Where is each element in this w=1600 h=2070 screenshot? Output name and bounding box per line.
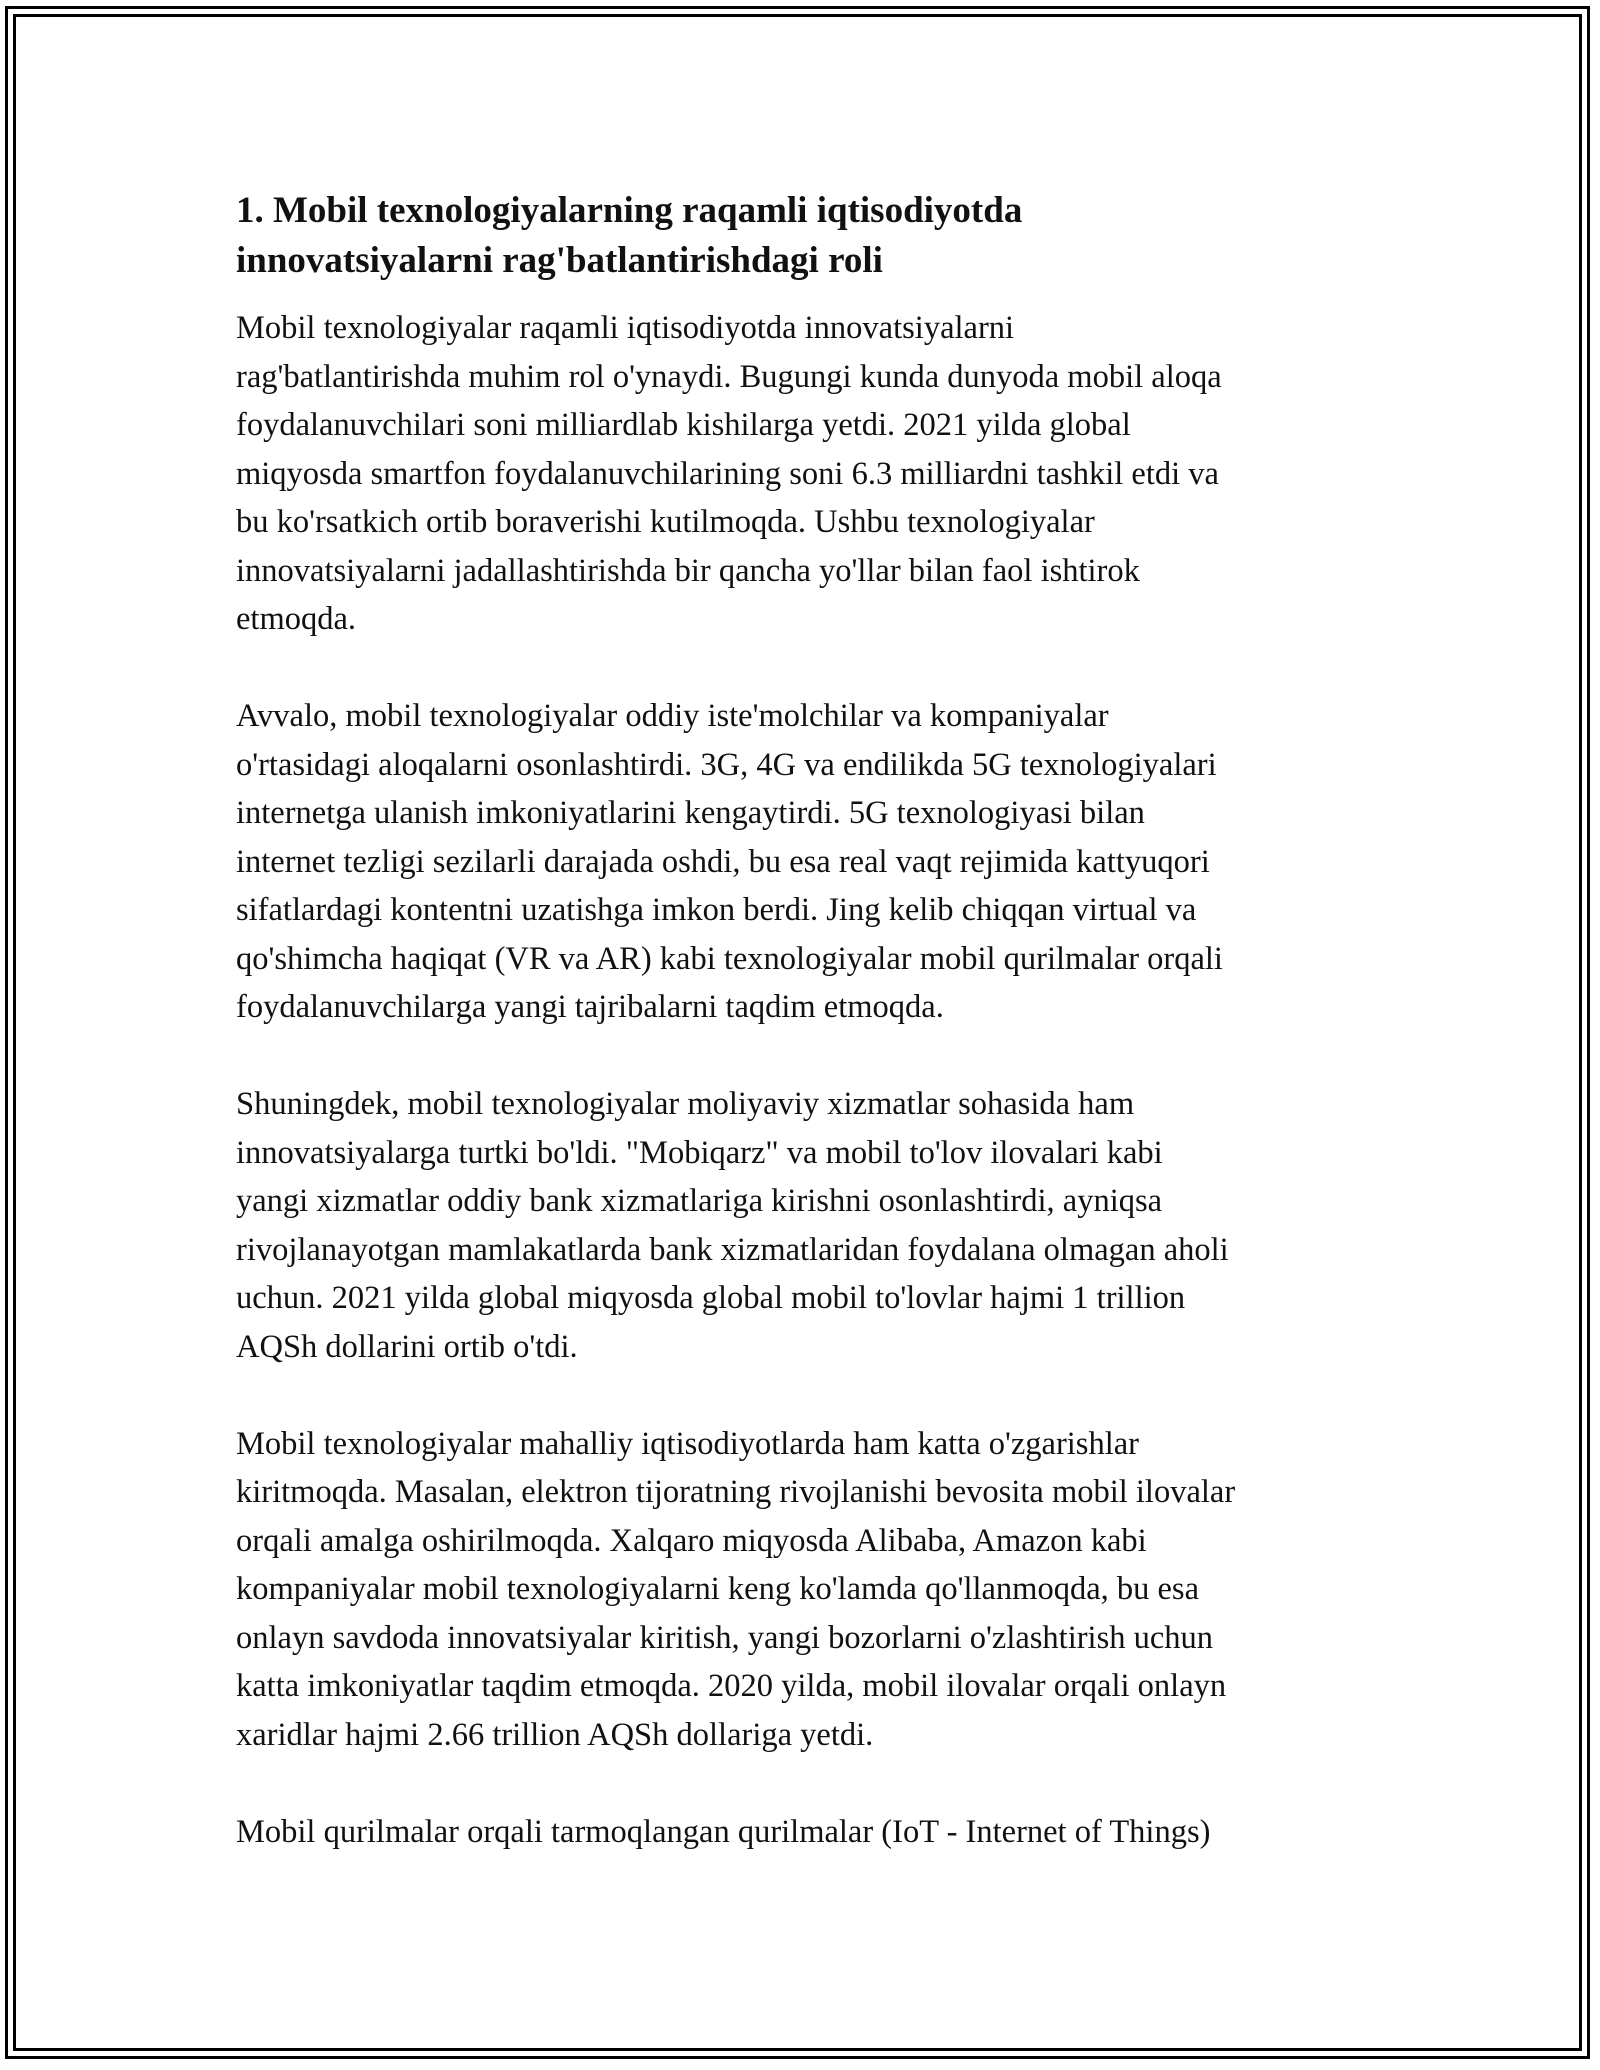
text-line: onlayn savdoda innovatsiyalar kiritish, yangi bozorlarni o'zlashtirish uchun	[236, 1619, 1214, 1656]
text-line: internet tezligi sezilarli darajada oshdi, bu esa real vaqt rejimida kattyuqori	[236, 843, 1210, 880]
text-line: rag'batlantirishda muhim rol o'ynaydi. Bugungi kunda dunyoda mobil aloqa	[236, 358, 1222, 395]
text-line: kompaniyalar mobil texnologiyalarni keng ko'lamda qo'llanmoqda, bu esa	[236, 1571, 1200, 1607]
paragraph-1	[236, 304, 1376, 644]
heading-line: innovatsiyalarni rag'batlantirishdagi roli	[236, 240, 883, 281]
text-line: rivojlanayotgan mamlakatlarda bank xizmatlaridan foydalana olmagan aholi	[236, 1231, 1229, 1268]
text-line: innovatsiyalarni jadallashtirishda bir qancha yo'llar bilan faol ishtirok	[236, 552, 1140, 589]
text-line: katta imkoniyatlar taqdim etmoqda. 2020 yilda, mobil ilovalar orqali onlayn	[236, 1668, 1227, 1704]
text-line: foydalanuvchilari soni milliardlab kishilarga yetdi. 2021 yilda global	[236, 407, 1131, 443]
paragraph-3	[236, 1080, 1376, 1371]
document-body	[236, 186, 1376, 1905]
text-line: yangi xizmatlar oddiy bank xizmatlariga kirishni osonlashtirdi, ayniqsa	[236, 1183, 1163, 1219]
text-line: internetga ulanish imkoniyatlarini kengaytirdi. 5G texnologiyasi bilan	[236, 795, 1145, 831]
heading-line: 1. Mobil texnologiyalarning raqamli iqtisodiyotda	[236, 190, 1023, 231]
section-heading	[236, 186, 1376, 286]
text-line: xaridlar hajmi 2.66 trillion AQSh dollariga yetdi.	[236, 1716, 874, 1753]
text-line: Shuningdek, mobil texnologiyalar moliyaviy xizmatlar sohasida ham	[236, 1086, 1135, 1122]
text-line: AQSh dollarini ortib o'tdi.	[236, 1328, 578, 1365]
paragraph-2	[236, 692, 1376, 1032]
text-line: etmoqda.	[236, 601, 357, 637]
text-line: Mobil texnologiyalar mahalliy iqtisodiyotlarda ham katta o'zgarishlar	[236, 1425, 1139, 1462]
text-line: orqali amalga oshirilmoqda. Xalqaro miqyosda Alibaba, Amazon kabi	[236, 1522, 1147, 1559]
text-line: innovatsiyalarga turtki bo'ldi. "Mobiqarz" va mobil to'lov ilovalari kabi	[236, 1134, 1163, 1171]
text-line: Mobil qurilmalar orqali tarmoqlangan qurilmalar (IoT - Internet of Things)	[236, 1813, 1211, 1850]
text-line: Mobil texnologiyalar raqamli iqtisodiyotda innovatsiyalarni	[236, 310, 1015, 346]
paragraph-4	[236, 1420, 1376, 1760]
text-line: qo'shimcha haqiqat (VR va AR) kabi texnologiyalar mobil qurilmalar orqali	[236, 940, 1223, 977]
text-line: Avvalo, mobil texnologiyalar oddiy iste'molchilar va kompaniyalar	[236, 698, 1109, 734]
text-line: uchun. 2021 yilda global miqyosda global mobil to'lovlar hajmi 1 trillion	[236, 1280, 1186, 1316]
text-line: o'rtasidagi aloqalarni osonlashtirdi. 3G, 4G va endilikda 5G texnologiyalari	[236, 746, 1217, 783]
text-line: foydalanuvchilarga yangi tajribalarni taqdim etmoqda.	[236, 989, 944, 1025]
text-line: miqyosda smartfon foydalanuvchilarining soni 6.3 milliardni tashkil etdi va	[236, 455, 1219, 492]
text-line: kiritmoqda. Masalan, elektron tijoratning rivojlanishi bevosita mobil ilovalar	[236, 1474, 1236, 1510]
text-line: bu ko'rsatkich ortib boraverishi kutilmoqda. Ushbu texnologiyalar	[236, 504, 1095, 540]
text-line: sifatlardagi kontentni uzatishga imkon berdi. Jing kelib chiqqan virtual va	[236, 892, 1197, 928]
paragraph-5	[236, 1808, 1376, 1857]
